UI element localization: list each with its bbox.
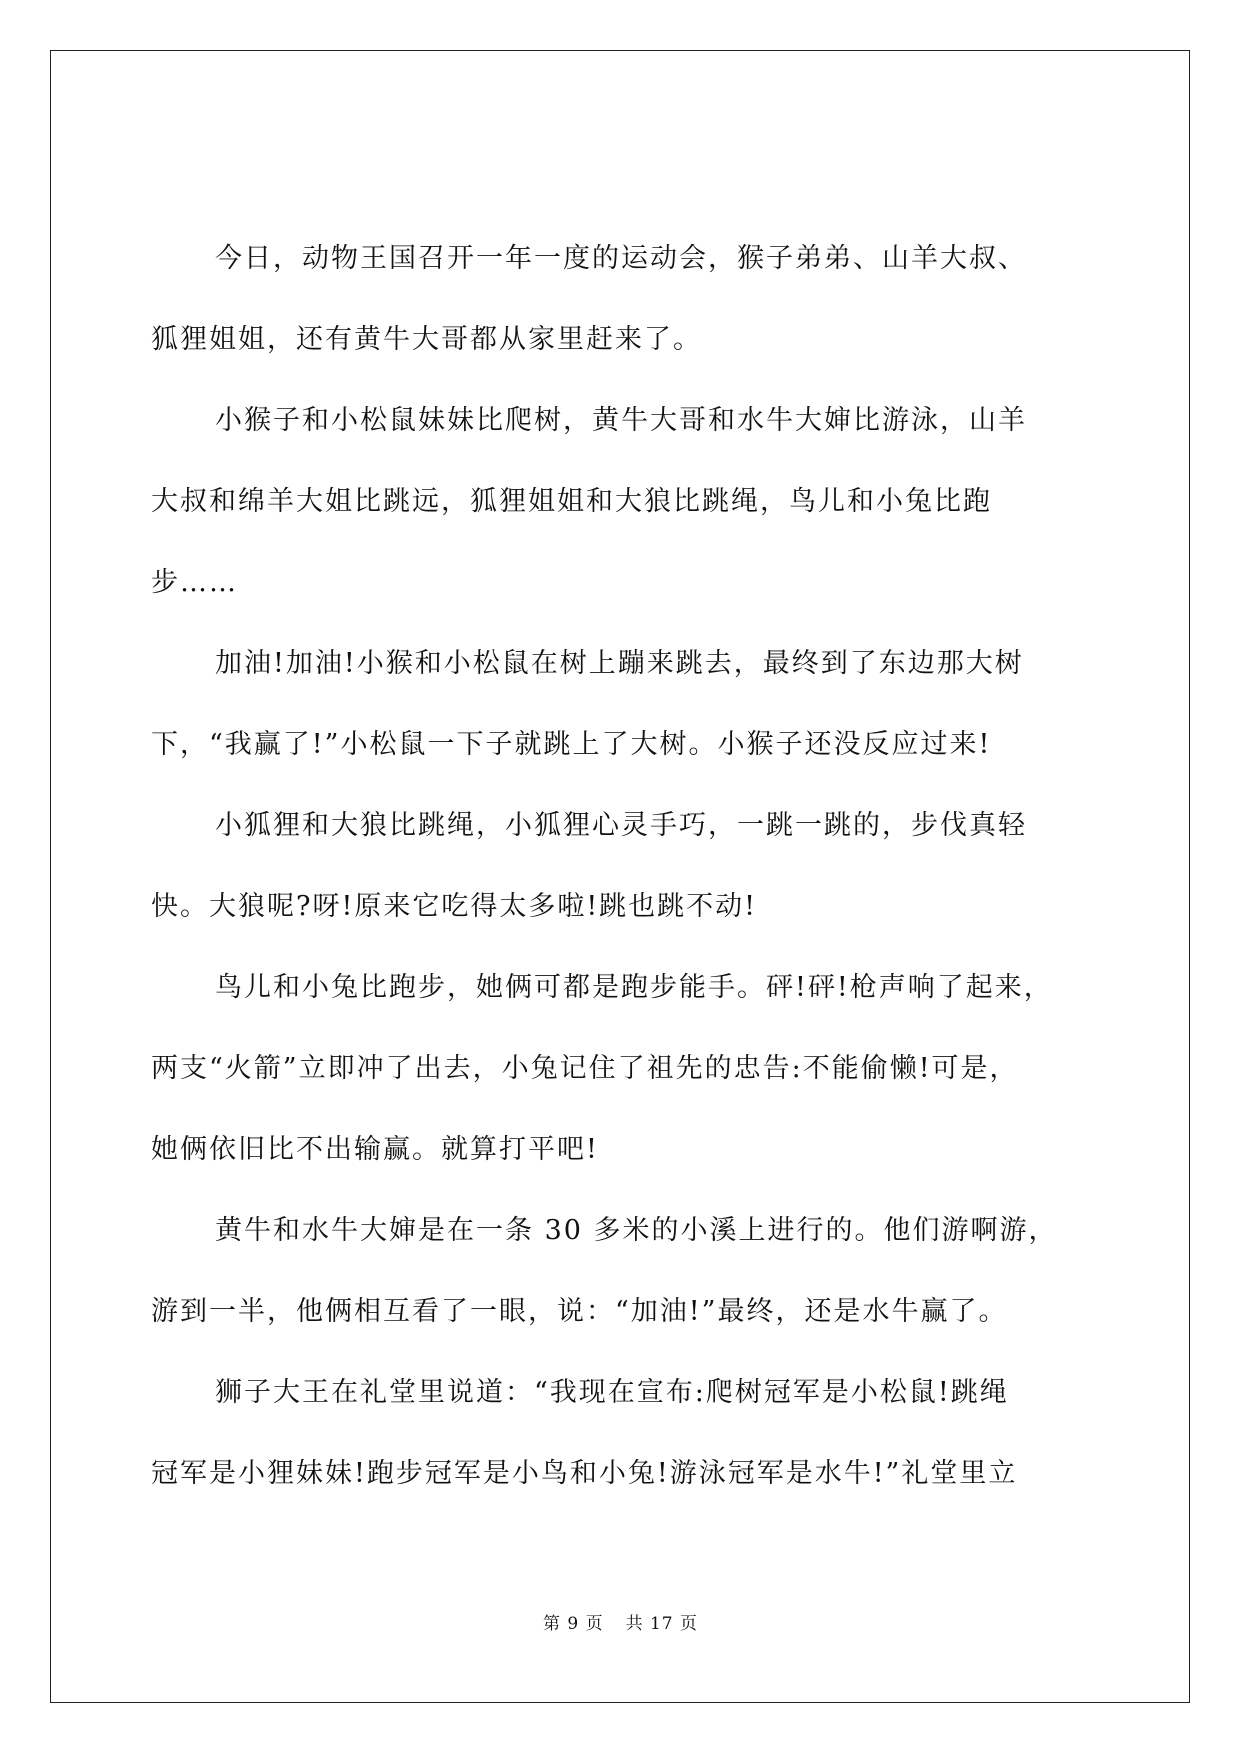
text-line: 下，“我赢了!”小松鼠一下子就跳上了大树。小猴子还没反应过来! xyxy=(151,729,992,760)
text-line: 两支“火箭”立即冲了出去，小兔记住了祖先的忠告:不能偷懒!可是， xyxy=(151,1053,1019,1084)
paragraph xyxy=(151,1352,1091,1514)
text-line: 狐狸姐姐，还有黄牛大哥都从家里赶来了。 xyxy=(151,324,702,355)
text-line: 小狐狸和大狼比跳绳，小狐狸心灵手巧，一跳一跳的，步伐真轻 xyxy=(215,810,1027,841)
text-line: 加油!加油!小猴和小松鼠在树上蹦来跳去，最终到了东边那大树 xyxy=(215,648,1024,679)
text-line: 今日，动物王国召开一年一度的运动会，猴子弟弟、山羊大叔、 xyxy=(215,243,1027,274)
text-line: 大叔和绵羊大姐比跳远，狐狸姐姐和大狼比跳绳，鸟儿和小兔比跑 xyxy=(151,486,992,517)
text-line: 快。大狼呢?呀!原来它吃得太多啦!跳也跳不动! xyxy=(151,891,758,922)
paragraph xyxy=(151,218,1091,380)
paragraph xyxy=(151,623,1091,785)
text-line: 小猴子和小松鼠妹妹比爬树，黄牛大哥和水牛大婶比游泳，山羊 xyxy=(215,405,1027,436)
text-line: 她俩依旧比不出输赢。就算打平吧! xyxy=(151,1134,599,1165)
paragraph xyxy=(151,1190,1091,1352)
text-line: 鸟儿和小兔比跑步，她俩可都是跑步能手。砰!砰!枪声响了起来， xyxy=(215,972,1053,1003)
text-line: 冠军是小狸妹妹!跑步冠军是小鸟和小兔!游泳冠军是水牛!”礼堂里立 xyxy=(151,1458,1018,1489)
paragraph xyxy=(151,380,1091,623)
paragraph xyxy=(151,947,1091,1190)
page-number-current: 第 9 页 xyxy=(542,1614,604,1634)
text-line: 狮子大王在礼堂里说道：“我现在宣布:爬树冠军是小松鼠!跳绳 xyxy=(215,1377,1009,1408)
text-line: 步…… xyxy=(151,567,238,598)
text-line: 游到一半，他俩相互看了一眼，说：“加油!”最终，还是水牛赢了。 xyxy=(151,1296,1008,1327)
paragraph xyxy=(151,785,1091,947)
text-line: 黄牛和水牛大婶是在一条 30 多米的小溪上进行的。他们游啊游， xyxy=(215,1215,1058,1246)
page-footer xyxy=(0,1609,1241,1634)
document-body xyxy=(151,218,1091,1514)
page-number-total: 共 17 页 xyxy=(625,1614,699,1634)
